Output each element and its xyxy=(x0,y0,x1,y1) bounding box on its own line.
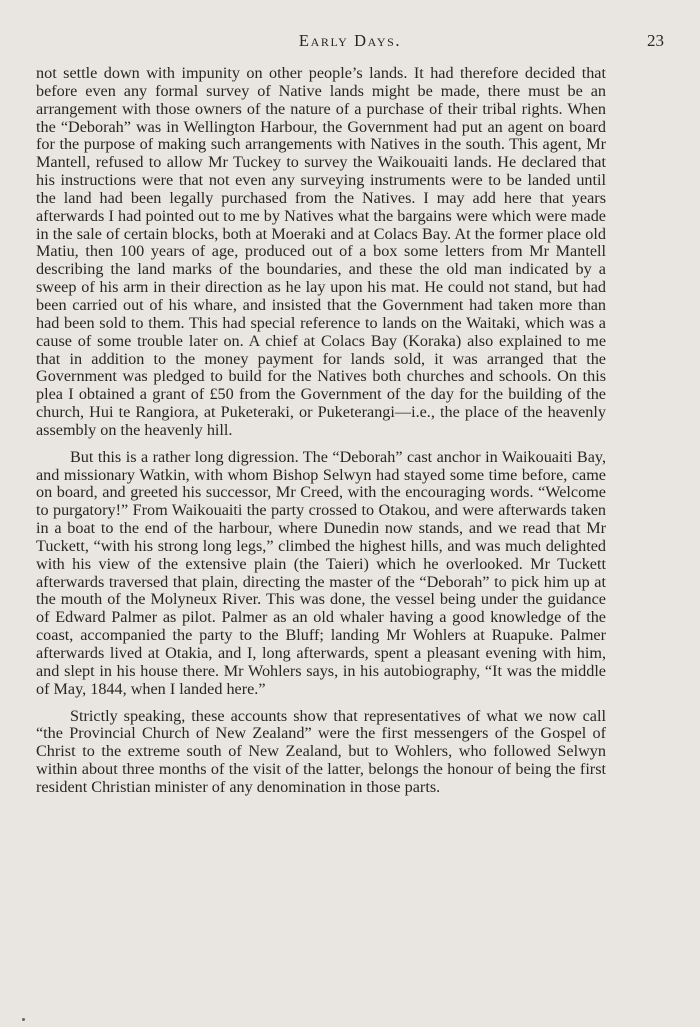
running-head: Early Days. xyxy=(298,31,402,50)
body-text xyxy=(36,65,606,797)
paragraph-1: not settle down with impunity on other people’s lands. It had therefore decided that before even any formal survey of Native lands might be made, there must be an arrangement with those owners of the nature of a purchase of their tribal rights. When the “Deborah” was in Wellington Harbour, the Government had put an agent on board for the purpose of making such arrangements with Natives in the south. This agent, Mr Mantell, refused to allow Mr Tuckey to survey the Waikouaiti lands. He declared that his instructions were that not even any surveying instruments were to be landed until the land had been legally purchased from the Natives. I may add here that years afterwards I had pointed out to me by Natives what the bargains were which were made in the sale of certain blocks, both at Moeraki and at Colacs Bay. At the former place old Matiu, then 100 years of age, produced out of a box some letters from Mr Mantell describing the land marks of the boundaries, and these the old man indicated by a sweep of his arm in their direction as he lay upon his mat. He could not stand, but had been carried out of his whare, and insisted that the Government had taken more than had been sold to them. This had special reference to lands on the Waitaki, which was a cause of some trouble later on. A chief at Colacs Bay (Koraka) also explained to me that in addition to the money payment for lands sold, it was arranged that the Government was pledged to build for the Natives both churches and schools. On this plea I obtained a grant of £50 from the Government of the day for the building of the church, Hui te Rangiora, at Puketeraki, or Puketerangi—i.e., the place of the heavenly assembly on the heavenly hill. xyxy=(36,64,606,439)
paragraph-2: But this is a rather long digression. The “Deborah” cast anchor in Waikouaiti Bay, and missionary Watkin, with whom Bishop Selwyn had stayed some time before, came on board, and greeted his successor, Mr Creed, with the encouraging words. “Welcome to purgatory!” From Waikouaiti the party crossed to Otakou, and were afterwards taken in a boat to the end of the harbour, where Dunedin now stands, and we read that Mr Tuckett, “with his strong long legs,” climbed the highest hills, and was much delighted with his view of the extensive plain (the Taieri) which he overlooked. Mr Tuckett afterwards traversed that plain, directing the master of the “Deborah” to pick him up at the mouth of the Molyneux River. This was done, the vessel being under the guidance of Edward Palmer as pilot. Palmer as an old whaler having a good knowledge of the coast, accompanied the party to the Bluff; landing Mr Wohlers at Ruapuke. Palmer afterwards lived at Otakia, and I, long afterwards, spent a pleasant evening with him, and slept in his house there. Mr Wohlers says, in his autobiography, “It was the middle of May, 1844, when I landed here.” xyxy=(36,447,606,698)
paragraph-3: Strictly speaking, these accounts show that representatives of what we now call “the Provincial Church of New Zealand” were the first messengers of the Gospel of Christ to the extreme south of New Zealand, but to Wohlers, who followed Selwyn within about three months of the visit of the latter, belongs the honour of being the first resident Christian minister of any denomination in those parts. xyxy=(36,706,606,796)
scan-speck xyxy=(22,1018,25,1021)
page-number: 23 xyxy=(647,31,664,50)
page-header xyxy=(36,27,664,51)
